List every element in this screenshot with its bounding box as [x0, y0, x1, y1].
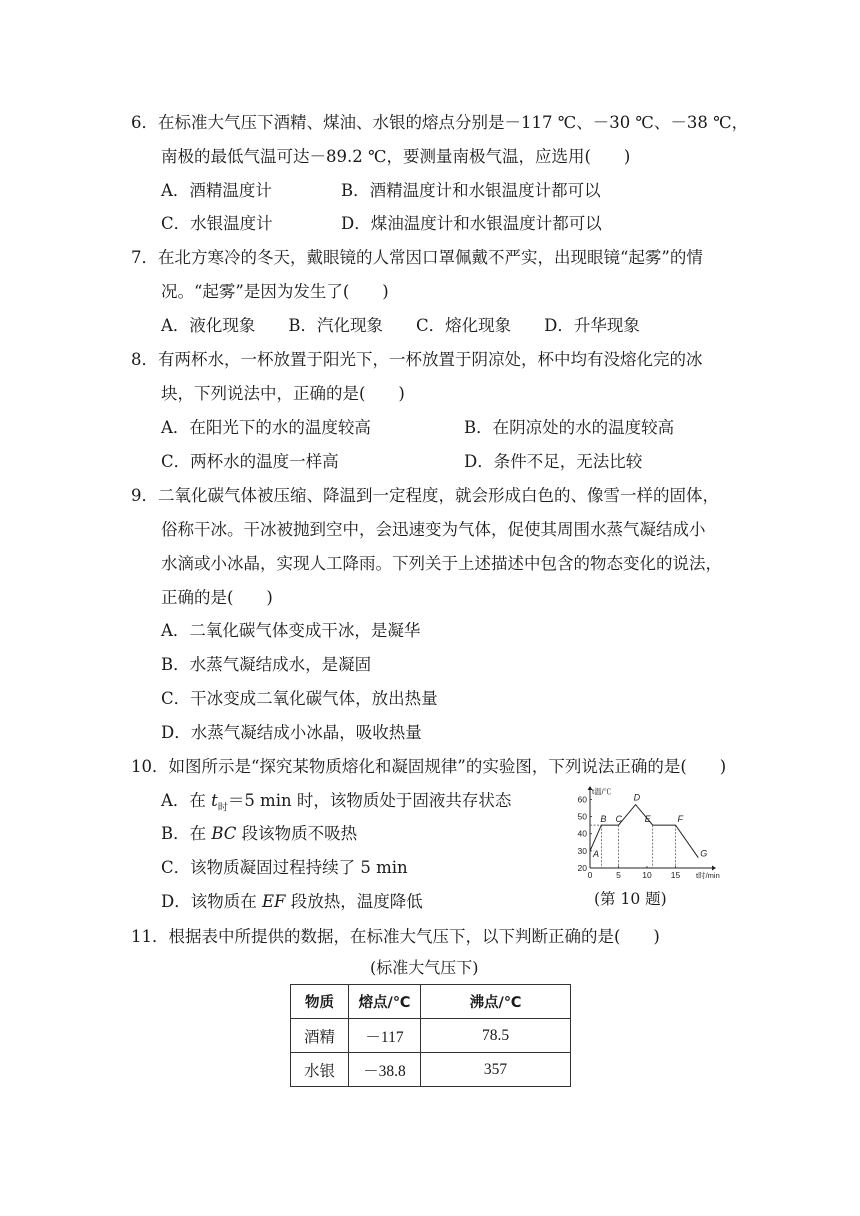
- table-header-boiling-point: 沸点/℃: [421, 985, 571, 1019]
- q10-option-d: [161, 891, 423, 913]
- q9-option-a: A．二氧化碳气体变成干冰，是凝华: [161, 621, 421, 640]
- q9-stem-line4: 正确的是( ): [161, 588, 273, 607]
- q6-option-c: C．水银温度计: [161, 214, 273, 233]
- q8-stem-line2: 块，下列说法中，正确的是( ): [161, 384, 405, 403]
- y-tick-label: 20: [577, 863, 587, 873]
- y-axis-label: t温/℃: [592, 787, 612, 796]
- q8-option-d: D．条件不足，无法比较: [464, 452, 643, 471]
- y-tick-label: 30: [577, 845, 587, 856]
- table-cell: 78.5: [421, 1019, 571, 1053]
- y-tick-label: 40: [577, 828, 587, 839]
- q10-option-b-suffix: 段该物质不吸热: [236, 824, 358, 843]
- q10-option-a: [161, 790, 511, 819]
- q9-option-b: B．水蒸气凝结成水，是凝固: [161, 655, 372, 674]
- q11-stem-line1: 11．根据表中所提供的数据，在标准大气压下，以下判断正确的是( ): [131, 927, 660, 946]
- x-axis-arrow: [712, 866, 716, 871]
- x-tick-label: 15: [670, 870, 681, 880]
- table-cell: －117: [349, 1019, 421, 1053]
- q11-data-table: [290, 984, 571, 1087]
- point-label: C: [615, 814, 622, 825]
- table-cell: 水银: [291, 1053, 349, 1087]
- table-header-substance: 物质: [291, 985, 349, 1019]
- point-label: D: [633, 792, 641, 803]
- q6-stem-line1: 6．在标准大气压下酒精、煤油、水银的熔点分别是－117 ℃、－30 ℃、－38 ℃，: [131, 113, 749, 132]
- table-header-melting-point: 熔点/℃: [349, 985, 421, 1019]
- q6-option-b: B．酒精温度计和水银温度计都可以: [341, 181, 601, 200]
- q9-stem-line2: 俗称干冰。干冰被抛到空中，会迅速变为气体，促使其周围水蒸气凝结成小: [161, 520, 706, 539]
- y-tick-label: 60: [577, 794, 587, 805]
- q6-option-a: A．酒精温度计: [161, 181, 272, 200]
- x-tick-label: 5: [616, 870, 621, 880]
- q7-stem-line1: 7．在北方寒冷的冬天，戴眼镜的人常因口罩佩戴不严实，出现眼镜“起雾”的情: [131, 248, 703, 267]
- x-tick-label: 10: [642, 870, 652, 880]
- point-label: F: [677, 814, 683, 825]
- point-label: G: [700, 848, 708, 859]
- q10-option-b-prefix: B．在: [161, 824, 212, 843]
- q10-option-a-suffix: ＝5 min 时，该物质处于固液共存状态: [227, 791, 512, 810]
- q10-option-b: [161, 823, 357, 845]
- q8-stem-line1: 8．有两杯水，一杯放置于阳光下，一杯放置于阴凉处，杯中均有没熔化完的冰: [131, 350, 703, 369]
- x-axis-label: t时/min: [696, 871, 720, 880]
- table-cell: －38.8: [349, 1053, 421, 1087]
- q10-option-a-prefix: A．在: [161, 791, 212, 810]
- q10-option-b-segment: BC: [211, 824, 237, 843]
- q10-figure-caption: (第 10 题): [594, 890, 667, 908]
- q9-stem-line3: 水滴或小冰晶，实现人工降雨。下列关于上述描述中包含的物态变化的说法，: [161, 554, 722, 573]
- q10-option-d-suffix: 段放热，温度降低: [285, 892, 423, 911]
- q8-option-b: B．在阴凉处的水的温度较高: [464, 418, 675, 437]
- x-tick-label: 0: [587, 870, 593, 880]
- table-row: [291, 1019, 571, 1053]
- table-cell: 357: [421, 1053, 571, 1087]
- point-label: E: [644, 814, 651, 825]
- table-cell: 酒精: [291, 1019, 349, 1053]
- q10-option-d-prefix: D．该物质在: [161, 892, 262, 911]
- q9-option-c: C．干冰变成二氧化碳气体，放出热量: [161, 689, 438, 708]
- q10-option-a-var: t: [211, 791, 218, 810]
- q10-option-d-segment: EF: [261, 892, 286, 911]
- q9-option-d: D．水蒸气凝结成小冰晶，吸收热量: [161, 723, 422, 742]
- q7-options: A．液化现象 B．汽化现象 C．熔化现象 D．升华现象: [161, 316, 640, 335]
- point-label: B: [600, 814, 607, 825]
- point-label: A: [593, 848, 600, 859]
- table-row: [291, 1053, 571, 1087]
- table-header-row: [291, 985, 571, 1019]
- q8-option-a: A．在阳光下的水的温度较高: [161, 418, 371, 437]
- temperature-curve: [590, 805, 698, 858]
- q6-option-d: D．煤油温度计和水银温度计都可以: [341, 214, 602, 233]
- q7-stem-line2: 况。“起雾”是因为发生了( ): [161, 282, 389, 301]
- q9-stem-line1: 9．二氧化碳气体被压缩、降温到一定程度，就会形成白色的、像雪一样的固体，: [131, 486, 719, 505]
- q8-option-c: C．两杯水的温度一样高: [161, 452, 339, 471]
- q11-table-caption: (标准大气压下): [370, 958, 479, 977]
- q10-stem-line1: 10．如图所示是“探究某物质熔化和凝固规律”的实验图，下列说法正确的是( ): [131, 757, 727, 776]
- temperature-time-chart: [562, 786, 724, 882]
- q10-option-a-subscript: 时: [217, 802, 228, 814]
- q6-stem-line2: 南极的最低气温可达－89.2 ℃，要测量南极气温，应选用( ): [161, 147, 631, 166]
- y-tick-label: 50: [577, 811, 587, 822]
- q10-option-c: C．该物质凝固过程持续了 5 min: [161, 858, 408, 877]
